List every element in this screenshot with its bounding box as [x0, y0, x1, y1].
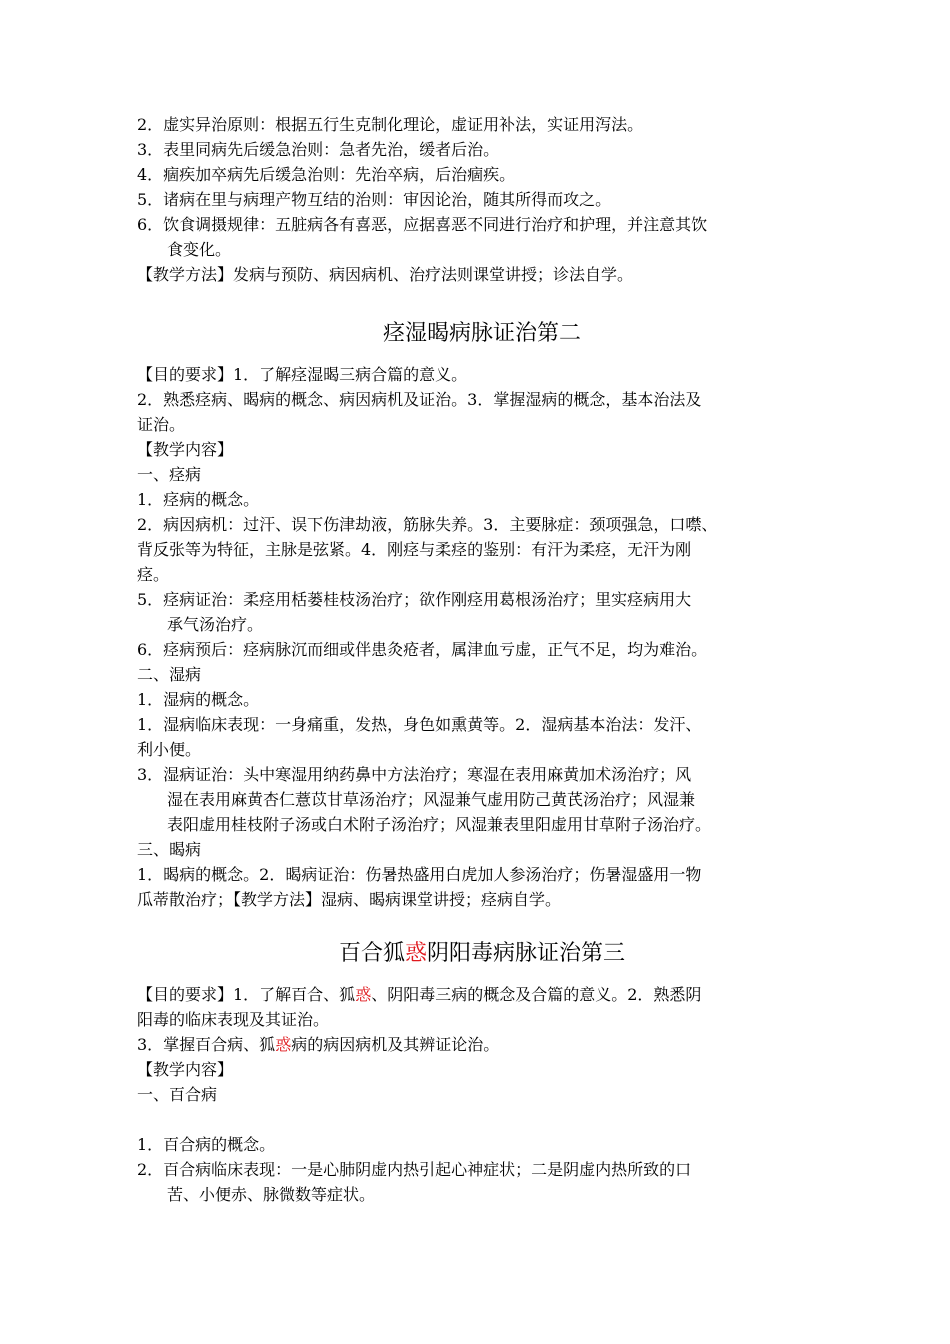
- chapter-3-line: 2．百合病临床表现：一是心肺阴虚内热引起心神症状；二是阴虚内热所致的口: [137, 1160, 692, 1179]
- text-part: 【目的要求】1．了解百合、狐: [137, 985, 356, 1004]
- highlight-char: 惑: [355, 985, 372, 1004]
- chapter-2-title: 痉湿暍病脉证治第二: [382, 321, 581, 346]
- chapter-2-line: 承气汤治疗。: [167, 615, 264, 634]
- chapter-3-line: [137, 1032, 827, 1057]
- text-part: 病的病因病机及其辨证论治。: [291, 1035, 500, 1054]
- chapter-2-line: 一、痉病: [137, 465, 202, 484]
- rule-item-3: 3．表里同病先后缓急治则：急者先治，缓者后治。: [137, 140, 500, 159]
- teaching-method-line: 【教学方法】发病与预防、病因病机、治疗法则课堂讲授；诊法自学。: [137, 265, 634, 284]
- chapter-2-line: 三、暍病: [137, 840, 202, 859]
- chapter-2-line: 3．湿病证治：头中寒湿用纳药鼻中方法治疗；寒湿在表用麻黄加术汤治疗；风: [137, 765, 692, 784]
- chapter-3-line: 阳毒的临床表现及其证治。: [137, 1010, 330, 1029]
- document-page: [137, 112, 827, 1207]
- chapter-2-line: 【教学内容】: [137, 440, 234, 459]
- chapter-3-line: 1．百合病的概念。: [137, 1135, 276, 1154]
- chapter-2-line: 2．病因病机：过汗、误下伤津劫液，筋脉失养。3．主要脉症：颈项强急，口噤、: [137, 515, 718, 534]
- title-highlight-char: 惑: [404, 941, 427, 966]
- chapter-3-line: 【教学内容】: [137, 1060, 234, 1079]
- chapter-3-line: 苦、小便赤、脉微数等症状。: [167, 1185, 376, 1204]
- title-part: 阴阳毒病脉证治第三: [427, 941, 626, 966]
- chapter-2-line: 6．痉病预后：痉病脉沉而细或伴患灸疮者，属津血亏虚，正气不足，均为难治。: [137, 640, 708, 659]
- rule-item-5: 5．诸病在里与病理产物互结的治则：审因论治，随其所得而攻之。: [137, 190, 612, 209]
- chapter-2-line: 痉。: [137, 565, 170, 584]
- chapter-2-line: 二、湿病: [137, 665, 202, 684]
- chapter-2-line: 1．痉病的概念。: [137, 490, 260, 509]
- chapter-2-line: 湿在表用麻黄杏仁薏苡甘草汤治疗；风湿兼气虚用防己黄芪汤治疗；风湿兼: [167, 790, 696, 809]
- chapter-2-line: 1．湿病临床表现：一身痛重，发热，身色如熏黄等。2．湿病基本治法：发汗、: [137, 715, 702, 734]
- chapter-2-line: 【目的要求】1．了解痉湿暍三病合篇的意义。: [137, 365, 468, 384]
- rule-item-6: 6．饮食调摄规律：五脏病各有喜恶，应据喜恶不同进行治疗和护理，并注意其饮: [137, 215, 708, 234]
- rule-item-6-cont: 食变化。: [167, 240, 232, 259]
- chapter-2-line: 利小便。: [137, 740, 202, 759]
- chapter-2-line: 表阳虚用桂枝附子汤或白术附子汤治疗；风湿兼表里阳虚用甘草附子汤治疗。: [167, 815, 712, 834]
- chapter-2-line: 1．湿病的概念。: [137, 690, 260, 709]
- rule-item-4: 4．痼疾加卒病先后缓急治则：先治卒病，后治痼疾。: [137, 165, 516, 184]
- highlight-char: 惑: [275, 1035, 292, 1054]
- rule-item-2: 2．虚实异治原则：根据五行生克制化理论，虚证用补法，实证用泻法。: [137, 115, 644, 134]
- chapter-2-line: 背反张等为特征，主脉是弦紧。4．刚痉与柔痉的鉴别：有汗为柔痉，无汗为刚: [137, 540, 692, 559]
- chapter-3-line: 一、百合病: [137, 1085, 218, 1104]
- blank-line: [137, 1107, 827, 1132]
- text-part: 、阴阳毒三病的概念及合篇的意义。2．熟悉阴: [371, 985, 702, 1004]
- title-part: 百合狐: [338, 941, 405, 966]
- chapter-2-line: 瓜蒂散治疗；【教学方法】湿病、暍病课堂讲授；痉病自学。: [137, 890, 562, 909]
- chapter-2-line: 1．暍病的概念。2．暍病证治：伤暑热盛用白虎加人参汤治疗；伤暑湿盛用一物: [137, 865, 702, 884]
- chapter-3-title: [137, 936, 827, 972]
- chapter-2-line: 2．熟悉痉病、暍病的概念、病因病机及证治。3．掌握湿病的概念，基本治法及: [137, 390, 702, 409]
- text-part: 3．掌握百合病、狐: [137, 1035, 276, 1054]
- chapter-2-line: 证治。: [137, 415, 186, 434]
- chapter-3-line: [137, 982, 827, 1007]
- chapter-2-line: 5．痉病证治：柔痉用栝蒌桂枝汤治疗；欲作刚痉用葛根汤治疗；里实痉病用大: [137, 590, 692, 609]
